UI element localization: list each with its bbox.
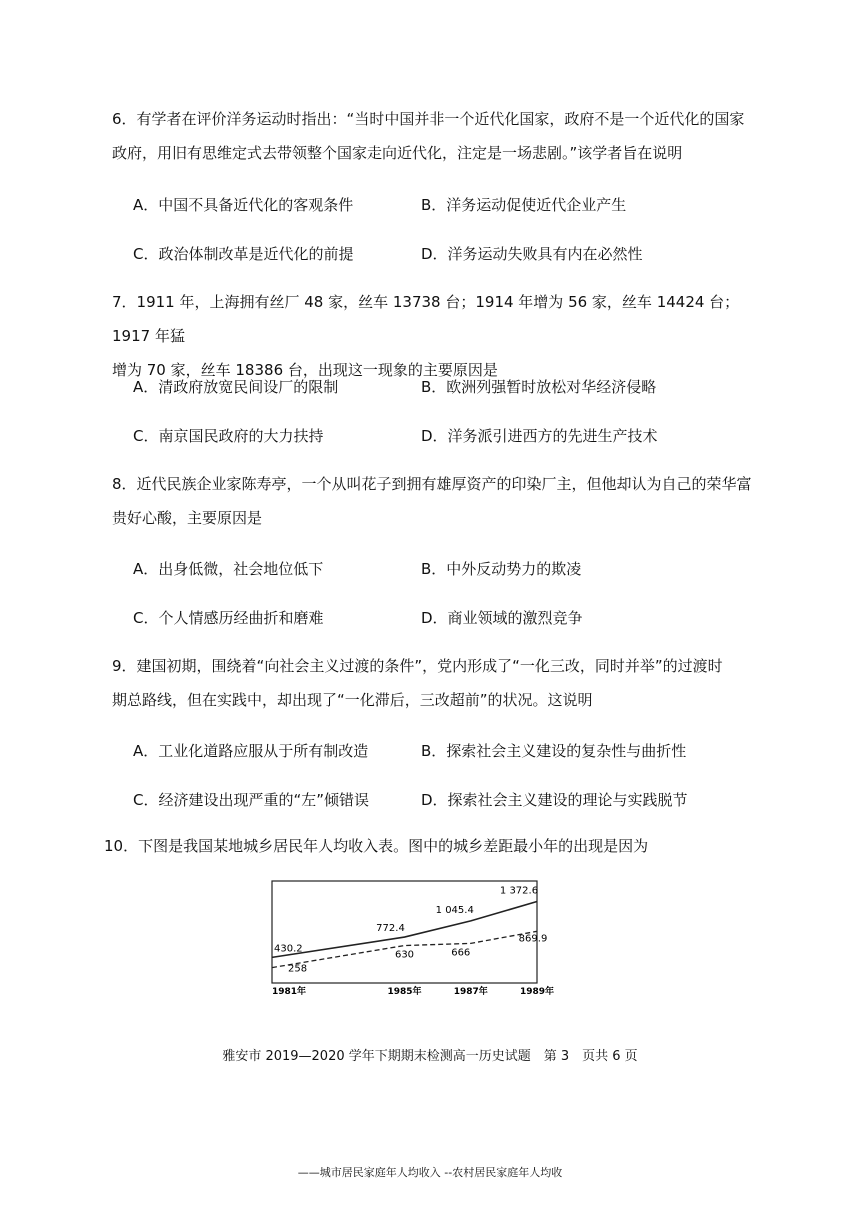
option-d: D．探索社会主义建设的理论与实践脱节 (421, 791, 688, 809)
x-tick-label: 1985年 (387, 987, 422, 997)
x-tick-label: 1981年 (272, 987, 307, 997)
data-label: 772.4 (376, 923, 405, 935)
option-b: B．洋务运动促使近代企业产生 (421, 196, 627, 214)
question-stem: 政府，用旧有思维定式去带领整个国家走向近代化，注定是一场悲剧。”该学者旨在说明 (112, 144, 683, 162)
option-a: A．清政府放宽民间设厂的限制 (133, 378, 339, 396)
option-b: B．欧洲列强暂时放松对华经济侵略 (421, 378, 657, 396)
question-stem: 增为 70 家，丝车 18386 台，出现这一现象的主要原因是 (112, 361, 498, 379)
option-d: D．洋务运动失败具有内在必然性 (421, 245, 643, 263)
data-label: 430.2 (274, 943, 303, 955)
question-stem: 7．1911 年，上海拥有丝厂 48 家，丝车 13738 台；1914 年增为 56 家，丝车 14424 台；1917 年猛 (112, 293, 740, 345)
x-tick-label: 1989年 (519, 987, 555, 997)
question-9 (112, 649, 762, 717)
data-label: 258 (288, 963, 308, 975)
question-stem: 8．近代民族企业家陈寿亭，一个从叫花子到拥有雄厚资产的印染厂主，但他却认为自己的荣华富 (112, 475, 752, 493)
question-stem: 10．下图是我国某地城乡居民年人均收入表。图中的城乡差距最小年的出现是因为 (104, 837, 649, 855)
option-a: A．出身低微，社会地位低下 (133, 560, 324, 578)
income-line-chart (260, 872, 570, 1002)
data-label: 1 045.4 (435, 904, 474, 916)
x-tick-label: 1987年 (453, 987, 488, 997)
question-stem: 6．有学者在评价洋务运动时指出：“当时中国并非一个近代化国家，政府不是一个近代化的国家 (112, 110, 745, 128)
question-8 (112, 467, 762, 535)
option-c: C．个人情感历经曲折和磨难 (133, 609, 324, 627)
question-10 (104, 829, 784, 863)
question-stem: 9．建国初期，围绕着“向社会主义过渡的条件”，党内形成了“一化三改，同时并举”的过渡时 (112, 657, 723, 675)
data-label: 666 (451, 947, 471, 959)
option-d: D．洋务派引进西方的先进生产技术 (421, 427, 658, 445)
option-b: B．中外反动势力的欺凌 (421, 560, 582, 578)
data-label: 630 (394, 949, 415, 961)
question-stem: 贵好心酸，主要原因是 (112, 509, 263, 527)
option-a: A．中国不具备近代化的客观条件 (133, 196, 354, 214)
data-label: 869.9 (518, 933, 548, 945)
option-b: B．探索社会主义建设的复杂性与曲折性 (421, 742, 687, 760)
question-7 (112, 285, 762, 387)
page-footer: 雅安市 2019—2020 学年下期期末检测高一历史试题 第 3 页共 6 页 (222, 1049, 638, 1064)
data-label: 1 372.6 (499, 885, 539, 897)
question-6 (112, 102, 762, 170)
option-a: A．工业化道路应服从于所有制改造 (133, 742, 369, 760)
question-stem: 期总路线，但在实践中，却出现了“一化滞后，三改超前”的状况。这说明 (112, 691, 593, 709)
option-d: D．商业领域的激烈竞争 (421, 609, 583, 627)
option-c: C．政治体制改革是近代化的前提 (133, 245, 354, 263)
option-c: C．经济建设出现严重的“左”倾错误 (133, 791, 370, 809)
option-c: C．南京国民政府的大力扶持 (133, 427, 324, 445)
chart-legend: ——城市居民家庭年人均收入 --农村居民家庭年人均收 (297, 1166, 563, 1179)
